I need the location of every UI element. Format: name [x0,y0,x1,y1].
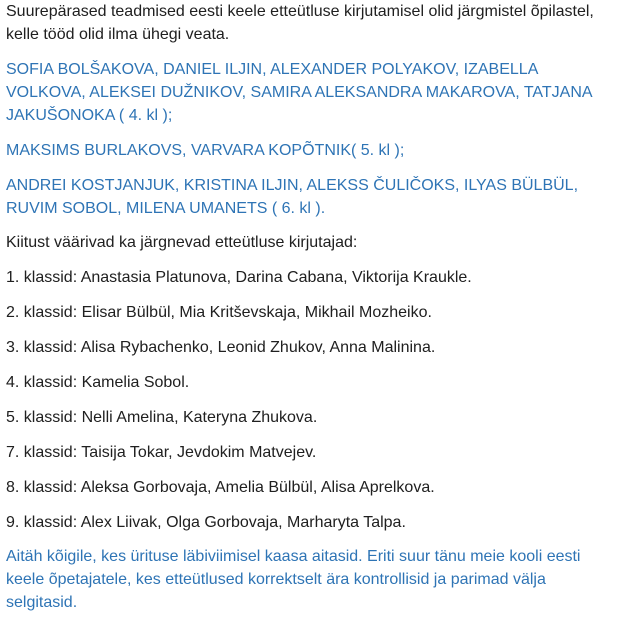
class-line: 4. klassid: Kamelia Sobol. [6,374,190,391]
class-line: 5. klassid: Nelli Amelina, Kateryna Zhukova. [6,409,318,426]
class-line: 9. klassid: Alex Liivak, Olga Gorbovaja, Marharyta Talpa. [6,514,406,531]
class-line: 1. klassid: Anastasia Platunova, Darina Cabana, Viktorija Kraukle. [6,269,472,286]
intro-paragraph: Suurepärased teadmised eesti keele etteütluse kirjutamisel olid järgmistel õpilastel, kelle tööd olid ilma ühegi veata. [6,3,594,43]
thanks-paragraph: Aitäh kõigile, kes ürituse läbiviimisel kaasa aitasid. Eriti suur tänu meie kooli eesti keele õpetajatele, kes etteütlused korrektselt ära kontrollisid ja parimad välja selgitasid. [6,548,581,611]
flawless-group-grade-4: SOFIA BOLŠAKOVA, DANIEL ILJIN, ALEXANDER POLYAKOV, IZABELLA VOLKOVA, ALEKSEI DUŽNIKOV, SAMIRA ALEKSANDRA MAKAROVA, TATJANA JAKUŠONOKA ( 4. kl ); [6,61,592,124]
class-line: 8. klassid: Aleksa Gorbovaja, Amelia Bülbül, Alisa Aprelkova. [6,479,435,496]
class-line: 7. klassid: Taisija Tokar, Jevdokim Matvejev. [6,444,317,461]
flawless-group-grade-6: ANDREI KOSTJANJUK, KRISTINA ILJIN, ALEKSS ČULIČOKS, ILYAS BÜLBÜL, RUVIM SOBOL, MILENA UMANETS ( 6. kl ). [6,177,579,217]
class-line: 2. klassid: Elisar Bülbül, Mia Kritševskaja, Mikhail Mozheiko. [6,304,432,321]
flawless-group-grade-5: MAKSIMS BURLAKOVS, VARVARA KOPÕTNIK( 5. kl ); [6,142,405,159]
praise-heading: Kiitust väärivad ka järgnevad etteütluse kirjutajad: [6,234,358,251]
class-line: 3. klassid: Alisa Rybachenko, Leonid Zhukov, Anna Malinina. [6,339,436,356]
document-body [6,0,618,614]
